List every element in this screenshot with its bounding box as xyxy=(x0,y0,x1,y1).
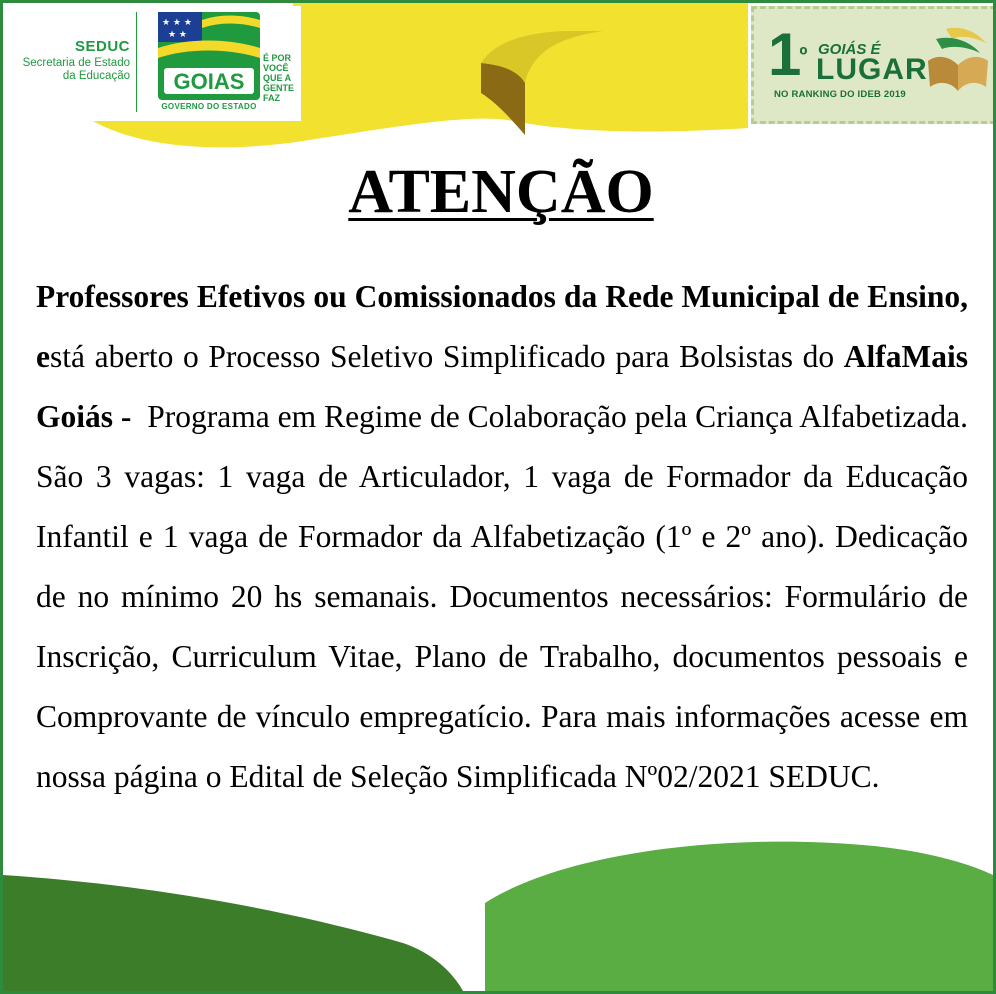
green-hill-light xyxy=(485,842,993,991)
announcement-body xyxy=(36,267,968,807)
goias-flag-logo xyxy=(158,12,260,100)
governo-caption: GOVERNO DO ESTADO xyxy=(161,102,257,111)
slogan-line: QUE A xyxy=(263,73,292,83)
page-title: ATENÇÃO xyxy=(348,158,654,226)
open-book-icon xyxy=(926,25,990,97)
seduc-subtitle-line1: Secretaria de Estado xyxy=(22,57,130,69)
seduc-logo-subtitle xyxy=(6,57,130,83)
slogan-line: FAZ xyxy=(263,93,280,103)
ideb-rank-suffix: º xyxy=(799,42,806,67)
logo-banner xyxy=(6,6,301,121)
body-e-bold: e xyxy=(36,339,50,374)
body-part3: Programa em Regime de Colaboração pela Criança Alfabetizada. São 3 vagas: 1 vaga de Articulador, 1 vaga de Formador da Educação Infantil e 1 vaga de Formador da Alfabetização (1º e 2º ano). Dedicação de no mínimo 20 hs semanais. Documentos necessários: Formulário de Inscrição, Curriculum Vitae, Plano de Trabalho, documentos pessoais e Comprovante de vínculo empregatício. Para mais informações acesse em nossa página o Edital de Seleção Simplificada Nº02/2021 SEDUC. xyxy=(36,399,968,794)
slogan-line: VOCÊ xyxy=(263,63,289,73)
book-right-page xyxy=(958,57,988,91)
flag-stars-icon-2: ★ ★ xyxy=(168,30,187,40)
flag-stars-icon: ★ ★ ★ xyxy=(162,18,192,28)
green-hill-dark xyxy=(3,875,463,991)
ideb-ranking-badge xyxy=(751,6,996,124)
book-ribbon-2 xyxy=(936,38,980,53)
body-lead-bold: Professores Efetivos ou Comissionados da Rede Municipal de Ensino, xyxy=(36,279,968,314)
slogan-line: É POR xyxy=(263,53,292,63)
program-name-bold: AlfaMais Goiás - xyxy=(36,339,968,434)
ideb-rank-number xyxy=(768,21,806,88)
ideb-line2: LUGAR xyxy=(816,53,928,86)
book-left-page xyxy=(928,57,958,91)
seduc-logo-title: SEDUC xyxy=(74,38,130,55)
seduc-subtitle-line2: da Educação xyxy=(62,70,130,82)
logo-divider xyxy=(136,12,137,112)
slogan-line: GENTE xyxy=(263,83,295,93)
goias-wordmark: GOIAS xyxy=(173,69,245,94)
body-part2: stá aberto o Processo Seletivo Simplificado para Bolsistas do xyxy=(49,339,835,374)
governo-slogan xyxy=(263,53,303,103)
ideb-rank-digit: 1 xyxy=(768,21,800,88)
ideb-line3: NO RANKING DO IDEB 2019 xyxy=(774,89,906,100)
ideb-line1: GOIÁS É xyxy=(818,41,881,58)
